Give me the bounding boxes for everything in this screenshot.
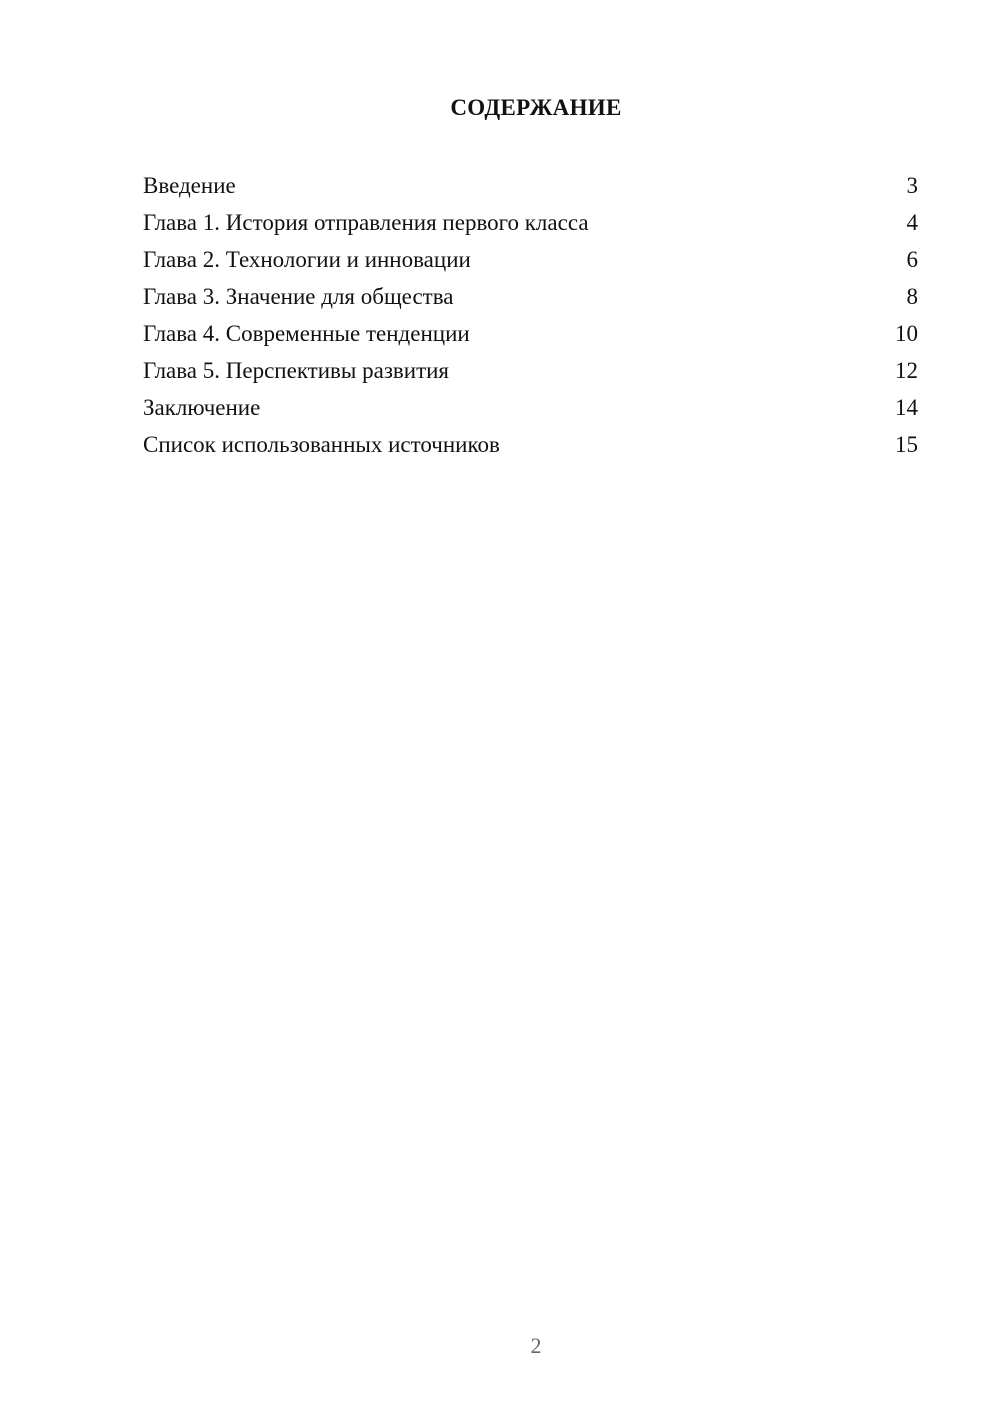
toc-entry-introduction[interactable]: [143, 167, 918, 204]
toc-entry-conclusion[interactable]: [143, 389, 918, 426]
toc-entry-page: 12: [895, 358, 918, 383]
toc-entry-label: Глава 3. Значение для общества: [143, 284, 454, 309]
toc-entry-page: 3: [906, 173, 918, 198]
table-of-contents: [143, 167, 918, 463]
toc-entry-chapter-1[interactable]: [143, 204, 918, 241]
toc-entry-page: 10: [895, 321, 918, 346]
toc-entry-label: Заключение: [143, 395, 261, 420]
toc-entry-label: Глава 4. Современные тенденции: [143, 321, 470, 346]
toc-entry-page: 6: [906, 247, 918, 272]
toc-entry-label: Введение: [143, 173, 236, 198]
toc-entry-chapter-5[interactable]: [143, 352, 918, 389]
toc-entry-chapter-4[interactable]: [143, 315, 918, 352]
toc-entry-label: Глава 5. Перспективы развития: [143, 358, 450, 383]
toc-entry-page: 15: [895, 432, 918, 457]
toc-entry-chapter-3[interactable]: [143, 278, 918, 315]
toc-entry-page: 14: [895, 395, 918, 420]
toc-entry-references[interactable]: [143, 426, 918, 463]
toc-entry-label: Глава 1. История отправления первого класса: [143, 210, 589, 235]
toc-entry-chapter-2[interactable]: [143, 241, 918, 278]
toc-entry-page: 8: [906, 284, 918, 309]
page-title: СОДЕРЖАНИЕ: [450, 95, 622, 120]
page-number: 2: [530, 1333, 542, 1358]
toc-entry-label: Список использованных источников: [143, 432, 500, 457]
toc-entry-page: 4: [906, 210, 918, 235]
toc-entry-label: Глава 2. Технологии и инновации: [143, 247, 471, 272]
